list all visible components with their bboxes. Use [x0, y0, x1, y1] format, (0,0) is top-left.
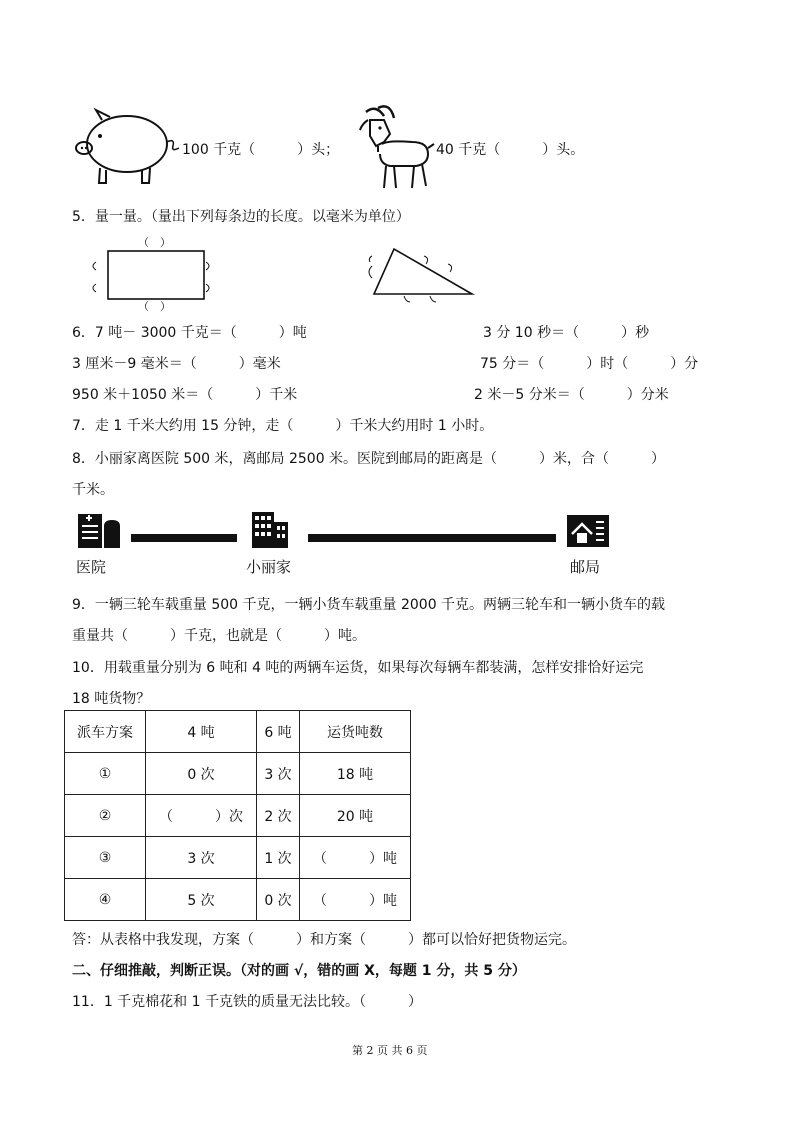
table-cell: 1 次 — [257, 837, 300, 879]
q10-answer: 答：从表格中我发现，方案（ ）和方案（ ）都可以恰好把货物运完。 — [72, 932, 576, 948]
q7-text: 7．走 1 千米大约用 15 分钟，走（ ）千米大约用时 1 小时。 — [72, 418, 494, 434]
table-cell: 3 次 — [146, 837, 257, 879]
table-row — [65, 795, 411, 837]
road-home-post — [308, 534, 556, 542]
q6-d: 75 分＝（ ）时（ ）分 — [480, 356, 699, 372]
q10-line2: 18 吨货物？ — [72, 691, 151, 707]
q6-e: 950 米＋1050 米＝（ ）千米 — [72, 387, 298, 403]
table-cell: ④ — [65, 879, 146, 921]
table-header-row — [65, 711, 411, 753]
table-cell: 5 次 — [146, 879, 257, 921]
q6-b: 3 分 10 秒＝（ ）秒 — [483, 325, 650, 341]
goat-weight-text: 40 千克（ ）头。 — [436, 142, 585, 158]
rect-top-blank: （ ） — [138, 236, 171, 249]
label-post-office: 邮局 — [570, 558, 601, 576]
table-cell: ③ — [65, 837, 146, 879]
q8-line2: 千米。 — [72, 482, 114, 498]
pig-icon — [72, 108, 182, 188]
header-plan: 派车方案 — [65, 711, 146, 753]
header-4t: 4 吨 — [146, 711, 257, 753]
q8-line1: 8．小丽家离医院 500 米，离邮局 2500 米。医院到邮局的距离是（ ）米，合（ ） — [72, 451, 666, 467]
pig-weight-text: 100 千克（ ）头； — [182, 142, 340, 158]
q11-text: 11．1 千克棉花和 1 千克铁的质量无法比较。（ ） — [72, 994, 422, 1010]
table-cell: 0 次 — [257, 879, 300, 921]
table-cell: ② — [65, 795, 146, 837]
q9-line2: 重量共（ ）千克，也就是（ ）吨。 — [72, 628, 366, 644]
q5-text: 5．量一量。（量出下列每条边的长度。以毫米为单位） — [72, 209, 410, 225]
section2-title: 二、仔细推敲，判断正误。（对的画 √，错的画 X，每题 1 分，共 5 分） — [72, 963, 526, 979]
label-hospital: 医院 — [76, 558, 107, 576]
q10-line1: 10．用载重量分别为 6 吨和 4 吨的两辆车运货，如果每次每辆车都装满，怎样安排恰好运完 — [72, 660, 644, 676]
table-row — [65, 879, 411, 921]
header-6t: 6 吨 — [257, 711, 300, 753]
rect-bottom-blank: （ ） — [138, 300, 171, 313]
table-cell: （ ）次 — [146, 795, 257, 837]
table-cell: 0 次 — [146, 753, 257, 795]
goat-icon — [356, 106, 436, 192]
table-cell: （ ）吨 — [300, 837, 411, 879]
table-row — [65, 753, 411, 795]
label-home: 小丽家 — [246, 558, 292, 576]
table-cell: 20 吨 — [300, 795, 411, 837]
table-cell: 18 吨 — [300, 753, 411, 795]
q6-c: 3 厘米－9 毫米＝（ ）毫米 — [72, 356, 281, 372]
building-icon — [250, 510, 290, 548]
table-cell: 3 次 — [257, 753, 300, 795]
dispatch-plan-table — [64, 710, 411, 921]
page-footer: 第 2 页 共 6 页 — [352, 1044, 428, 1057]
rectangle-shape — [86, 250, 216, 302]
hospital-icon — [76, 512, 124, 548]
q9-line1: 9．一辆三轮车载重量 500 千克，一辆小货车载重量 2000 千克。两辆三轮车和一辆小货车的载 — [72, 597, 666, 613]
q6-f: 2 米－5 分米＝（ ）分米 — [474, 387, 669, 403]
table-cell: ① — [65, 753, 146, 795]
table-cell: 2 次 — [257, 795, 300, 837]
road-hospital-home — [131, 534, 237, 542]
triangle-shape — [364, 244, 484, 308]
q6-a: 6．7 吨－ 3000 千克＝（ ）吨 — [72, 325, 307, 341]
table-cell: （ ）吨 — [300, 879, 411, 921]
header-total: 运货吨数 — [300, 711, 411, 753]
table-row — [65, 837, 411, 879]
post-office-icon — [566, 514, 610, 548]
